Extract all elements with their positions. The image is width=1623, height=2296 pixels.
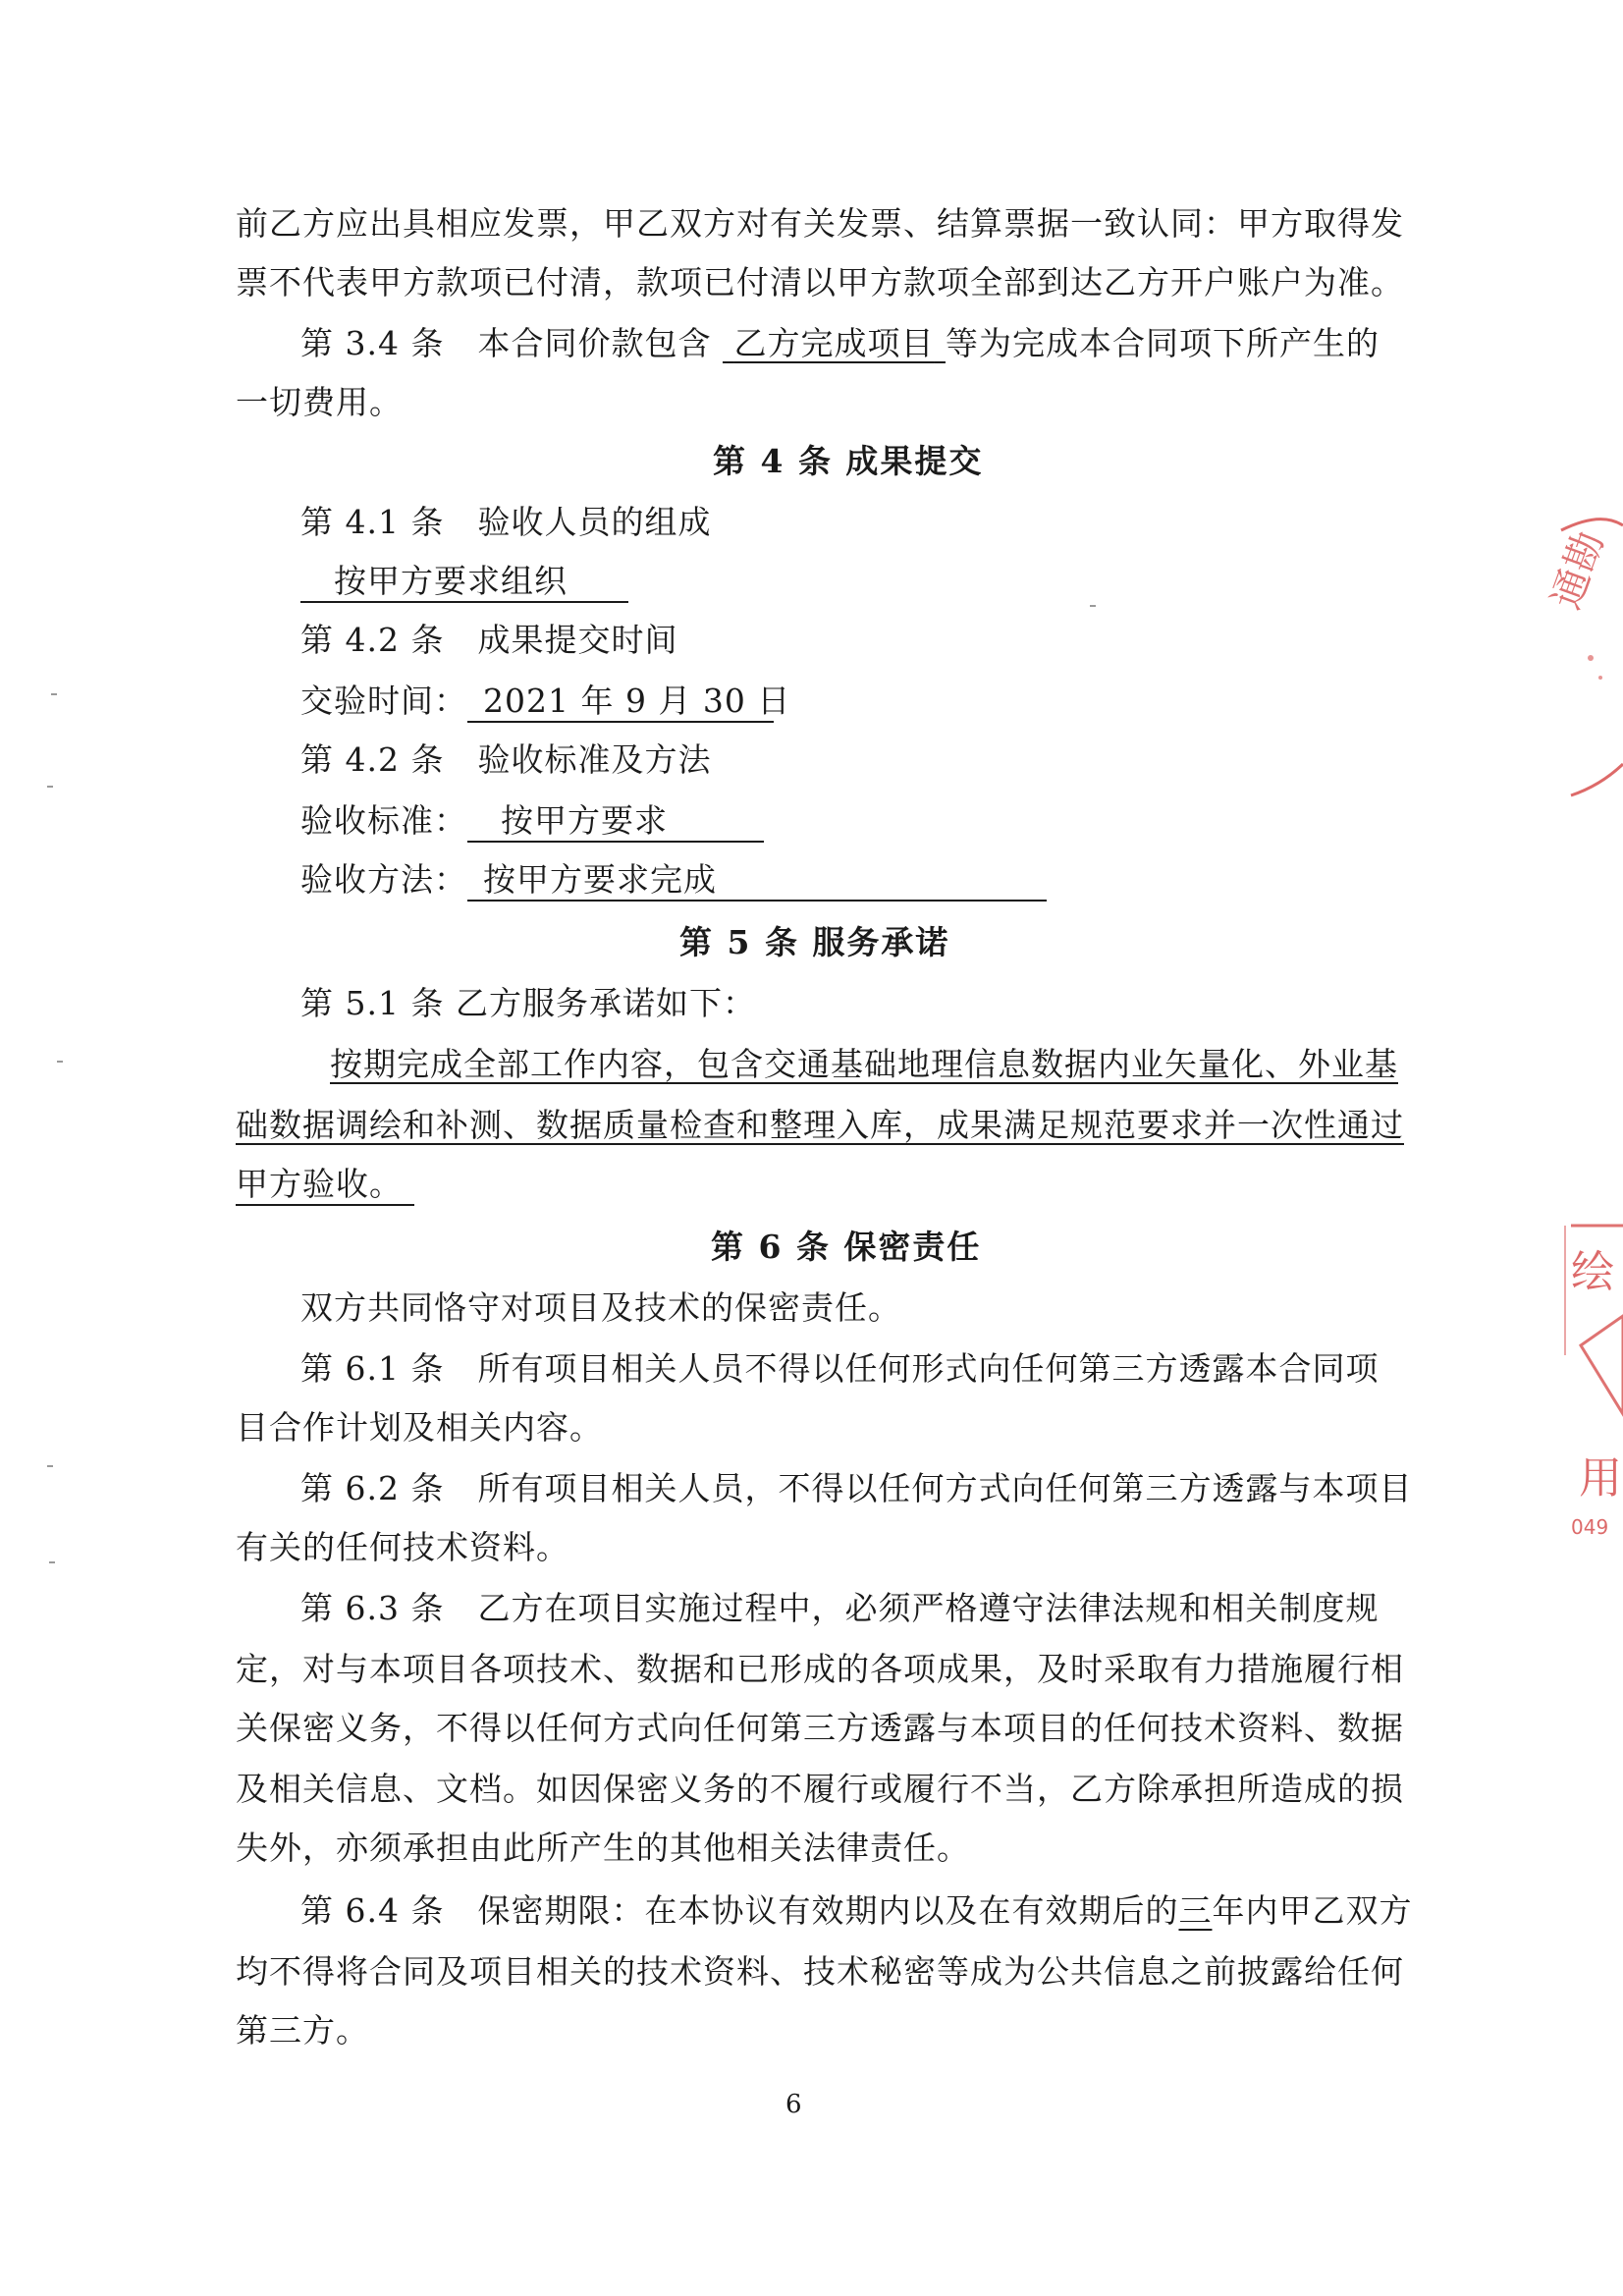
clause-5-1: 第 5.1 条 乙方服务承诺如下： bbox=[300, 984, 756, 1022]
clause-4-1: 第 4.1 条 验收人员的组成 bbox=[300, 503, 712, 541]
svg-text:用: 用 bbox=[1579, 1453, 1622, 1503]
section-heading-6: 第 6 条 保密责任 bbox=[711, 1228, 982, 1266]
clause-4-2-standard: 第 4.2 条 验收标准及方法 bbox=[300, 740, 712, 779]
seal-fragment-top bbox=[1542, 501, 1623, 815]
service-commitment-line-3: 甲方验收。 bbox=[236, 1163, 414, 1206]
page-number: 6 bbox=[785, 2090, 802, 2119]
acceptance-standard-line bbox=[300, 799, 764, 843]
body-line: 一切费用。 bbox=[236, 383, 403, 421]
clause-3-4-suffix: 等为完成本合同项下所产生的 bbox=[945, 324, 1380, 362]
service-commitment-line-2: 础数据调绘和补测、数据质量检查和整理入库，成果满足规范要求并一次性通过 bbox=[236, 1106, 1404, 1144]
body-line: 有关的任何技术资料。 bbox=[236, 1528, 569, 1566]
clause-6-4 bbox=[300, 1889, 1412, 1933]
confidentiality-years-fill: 三 bbox=[1178, 1891, 1213, 1930]
acceptance-method-value: 按甲方要求完成 bbox=[467, 860, 1047, 902]
service-commitment-line-1: 按期完成全部工作内容，包含交通基础地理信息数据内业矢量化、外业基 bbox=[330, 1045, 1398, 1083]
confidentiality-intro: 双方共同恪守对项目及技术的保密责任。 bbox=[300, 1288, 901, 1327]
clause-4-2-time: 第 4.2 条 成果提交时间 bbox=[300, 621, 678, 659]
body-line: 及相关信息、文档。如因保密义务的不履行或履行不当，乙方除承担所造成的损 bbox=[236, 1770, 1404, 1808]
scan-mark bbox=[49, 1561, 55, 1563]
acceptance-method-line bbox=[300, 858, 1047, 902]
svg-text:049: 049 bbox=[1571, 1515, 1609, 1539]
svg-text:通勘: 通勘 bbox=[1543, 525, 1613, 616]
scan-mark bbox=[1090, 605, 1096, 607]
section-heading-4: 第 4 条 成果提交 bbox=[713, 442, 984, 480]
acceptance-method-label: 验收方法： bbox=[300, 860, 467, 899]
scan-mark bbox=[47, 1465, 53, 1467]
svg-text:绘: 绘 bbox=[1571, 1247, 1614, 1297]
acceptance-team-value: 按甲方要求组织 bbox=[300, 562, 628, 603]
section-heading-5: 第 5 条 服务承诺 bbox=[679, 923, 950, 961]
body-line: 失外，亦须承担由此所产生的其他相关法律责任。 bbox=[236, 1829, 970, 1867]
scan-mark bbox=[47, 786, 53, 788]
delivery-time-label: 交验时间： bbox=[300, 682, 467, 720]
body-line: 票不代表甲方款项已付清，款项已付清以甲方款项全部到达乙方开户账户为准。 bbox=[236, 263, 1404, 301]
body-line: 定，对与本项目各项技术、数据和已形成的各项成果，及时采取有力措施履行相 bbox=[236, 1650, 1404, 1688]
body-line: 前乙方应出具相应发票，甲乙双方对有关发票、结算票据一致认同：甲方取得发 bbox=[236, 204, 1404, 243]
clause-3-4 bbox=[300, 322, 1380, 365]
clause-6-3: 第 6.3 条 乙方在项目实施过程中，必须严格遵守法律法规和相关制度规 bbox=[300, 1589, 1380, 1627]
clause-6-4-prefix: 第 6.4 条 保密期限：在本协议有效期内以及在有效期后的 bbox=[300, 1891, 1179, 1930]
clause-6-1: 第 6.1 条 所有项目相关人员不得以任何形式向任何第三方透露本合同项 bbox=[300, 1349, 1380, 1388]
seal-fragment-bottom bbox=[1561, 1218, 1623, 1552]
delivery-time-line bbox=[300, 680, 791, 723]
scan-mark bbox=[57, 1061, 63, 1063]
price-scope-fill: 乙方完成项目 bbox=[733, 324, 935, 362]
clause-6-4-suffix: 年内甲乙双方 bbox=[1212, 1891, 1413, 1930]
acceptance-standard-value: 按甲方要求 bbox=[467, 801, 764, 843]
scan-mark bbox=[51, 693, 57, 695]
delivery-time-value: 2021 年 9 月 30 日 bbox=[467, 682, 774, 723]
body-line: 第三方。 bbox=[236, 2011, 369, 2050]
clause-3-4-prefix: 第 3.4 条 本合同价款包含 bbox=[300, 324, 712, 362]
clause-6-2: 第 6.2 条 所有项目相关人员，不得以任何方式向任何第三方透露与本项目 bbox=[300, 1469, 1413, 1507]
acceptance-standard-label: 验收标准： bbox=[300, 801, 467, 840]
body-line: 目合作计划及相关内容。 bbox=[236, 1408, 603, 1447]
body-line: 关保密义务，不得以任何方式向任何第三方透露与本项目的任何技术资料、数据 bbox=[236, 1709, 1404, 1747]
body-line: 均不得将合同及项目相关的技术资料、技术秘密等成为公共信息之前披露给任何 bbox=[236, 1952, 1404, 1991]
acceptance-team-fill bbox=[300, 560, 628, 603]
